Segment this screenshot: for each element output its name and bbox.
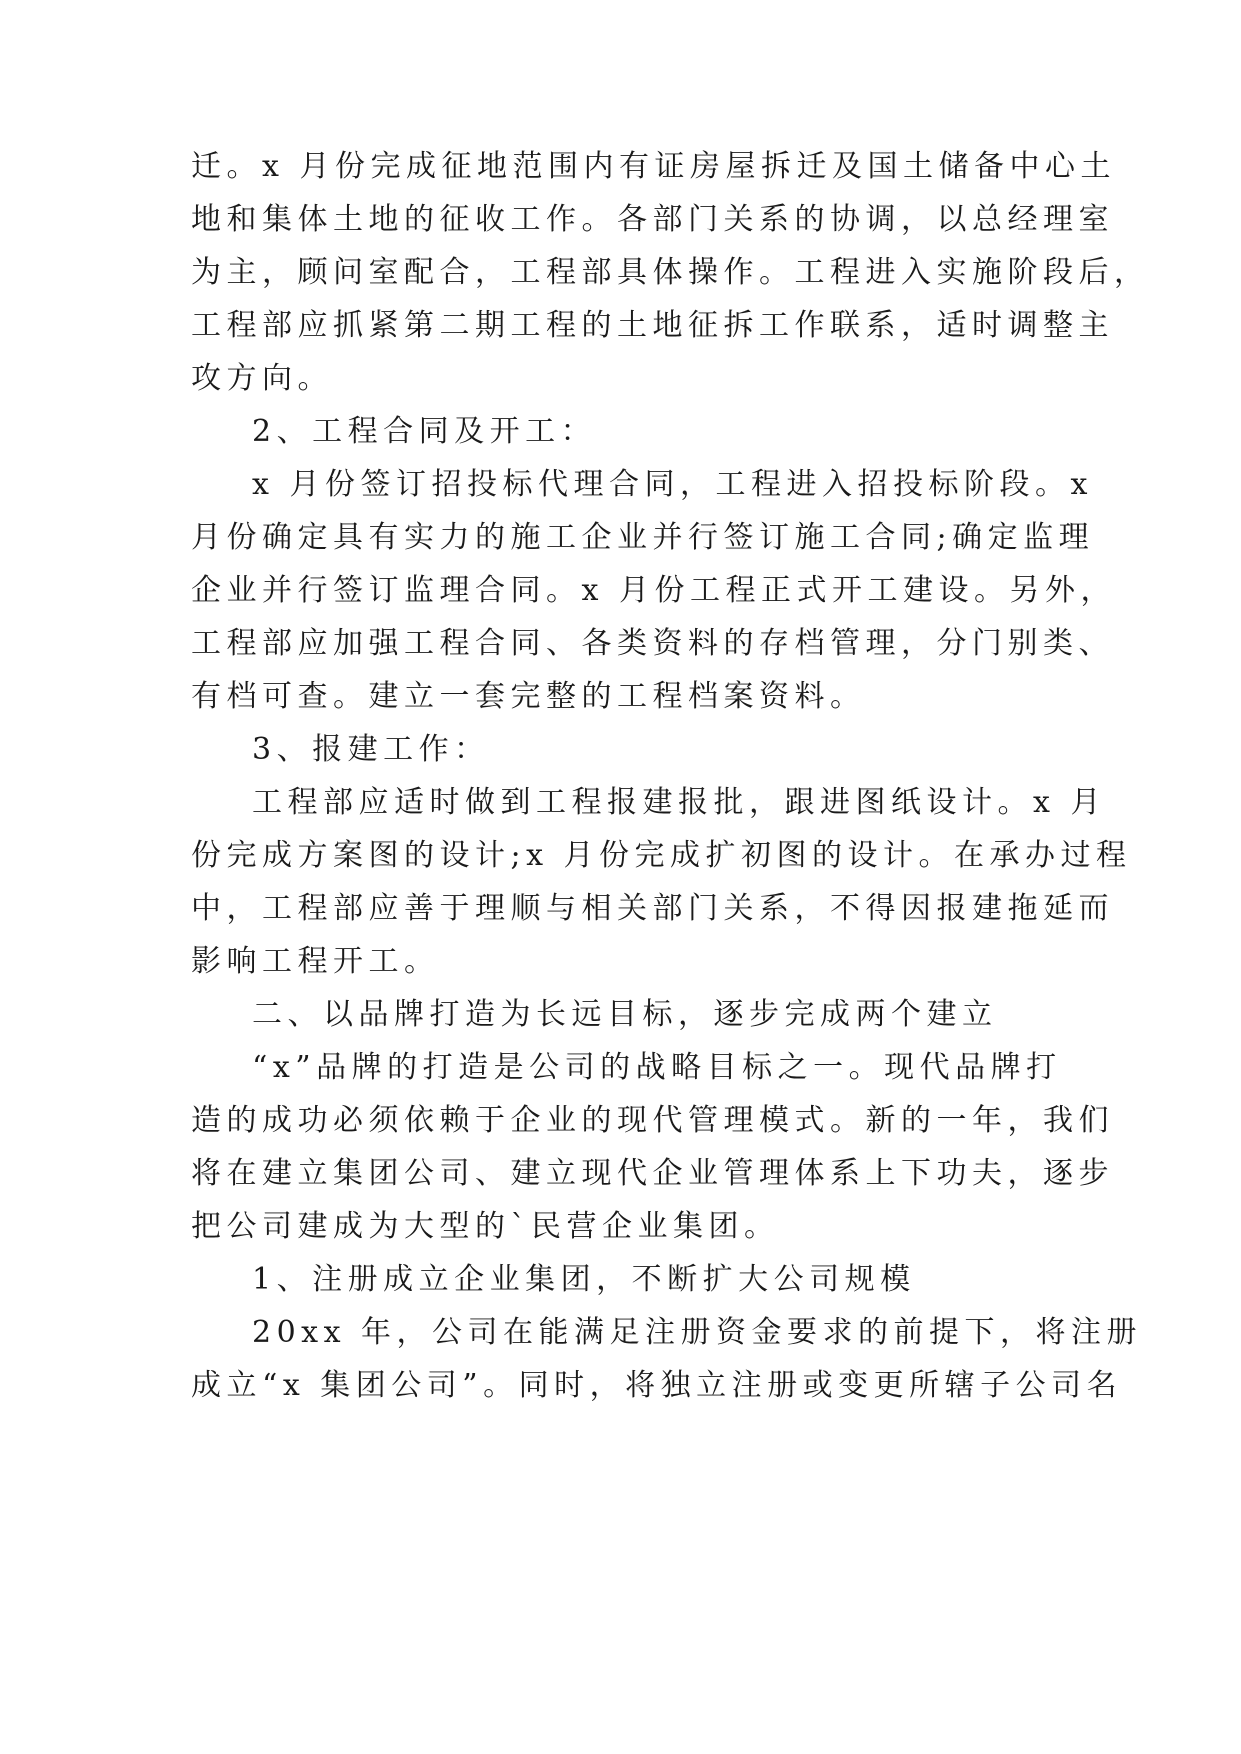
text-line: 造的成功必须依赖于企业的现代管理模式。新的一年，我们 — [191, 1103, 1114, 1138]
text-line: 企业并行签订监理合同。x 月份工程正式开工建设。另外， — [191, 573, 1116, 608]
text-line: 工程部应适时做到工程报建报批，跟进图纸设计。x 月 — [252, 785, 1106, 820]
text-line: 20xx 年，公司在能满足注册资金要求的前提下，将注册 — [252, 1315, 1143, 1350]
text-line: “x”品牌的打造是公司的战略目标之一。现代品牌打 — [252, 1050, 1062, 1085]
text-line: 迁。x 月份完成征地范围内有证房屋拆迁及国土储备中心土 — [191, 149, 1116, 184]
text-line: 成立“x 集团公司”。同时，将独立注册或变更所辖子公司名 — [191, 1368, 1123, 1403]
section-heading: 二、以品牌打造为长远目标，逐步完成两个建立 — [252, 997, 998, 1032]
text-line: 中，工程部应善于理顺与相关部门关系，不得因报建拖延而 — [191, 891, 1114, 926]
text-line: 份完成方案图的设计;x 月份完成扩初图的设计。在承办过程 — [191, 838, 1132, 873]
section-heading: 2、工程合同及开工： — [252, 414, 597, 449]
text-line: 影响工程开工。 — [191, 944, 440, 979]
text-line: 攻方向。 — [191, 361, 333, 396]
section-heading: 1、注册成立企业集团，不断扩大公司规模 — [252, 1262, 916, 1297]
text-line: 有档可查。建立一套完整的工程档案资料。 — [191, 679, 866, 714]
text-line: 地和集体土地的征收工作。各部门关系的协调，以总经理室 — [191, 202, 1114, 237]
text-line: 月份确定具有实力的施工企业并行签订施工合同;确定监理 — [191, 520, 1095, 555]
text-line: 将在建立集团公司、建立现代企业管理体系上下功夫，逐步 — [191, 1156, 1114, 1191]
text-line: 工程部应抓紧第二期工程的土地征拆工作联系，适时调整主 — [191, 308, 1114, 343]
text-line: 工程部应加强工程合同、各类资料的存档管理，分门别类、 — [191, 626, 1114, 661]
text-line: 为主，顾问室配合，工程部具体操作。工程进入实施阶段后， — [191, 255, 1150, 290]
section-heading: 3、报建工作： — [252, 732, 490, 767]
text-line: 把公司建成为大型的`民营企业集团。 — [191, 1209, 780, 1244]
text-line: x 月份签订招投标代理合同，工程进入招投标阶段。x — [252, 467, 1093, 502]
